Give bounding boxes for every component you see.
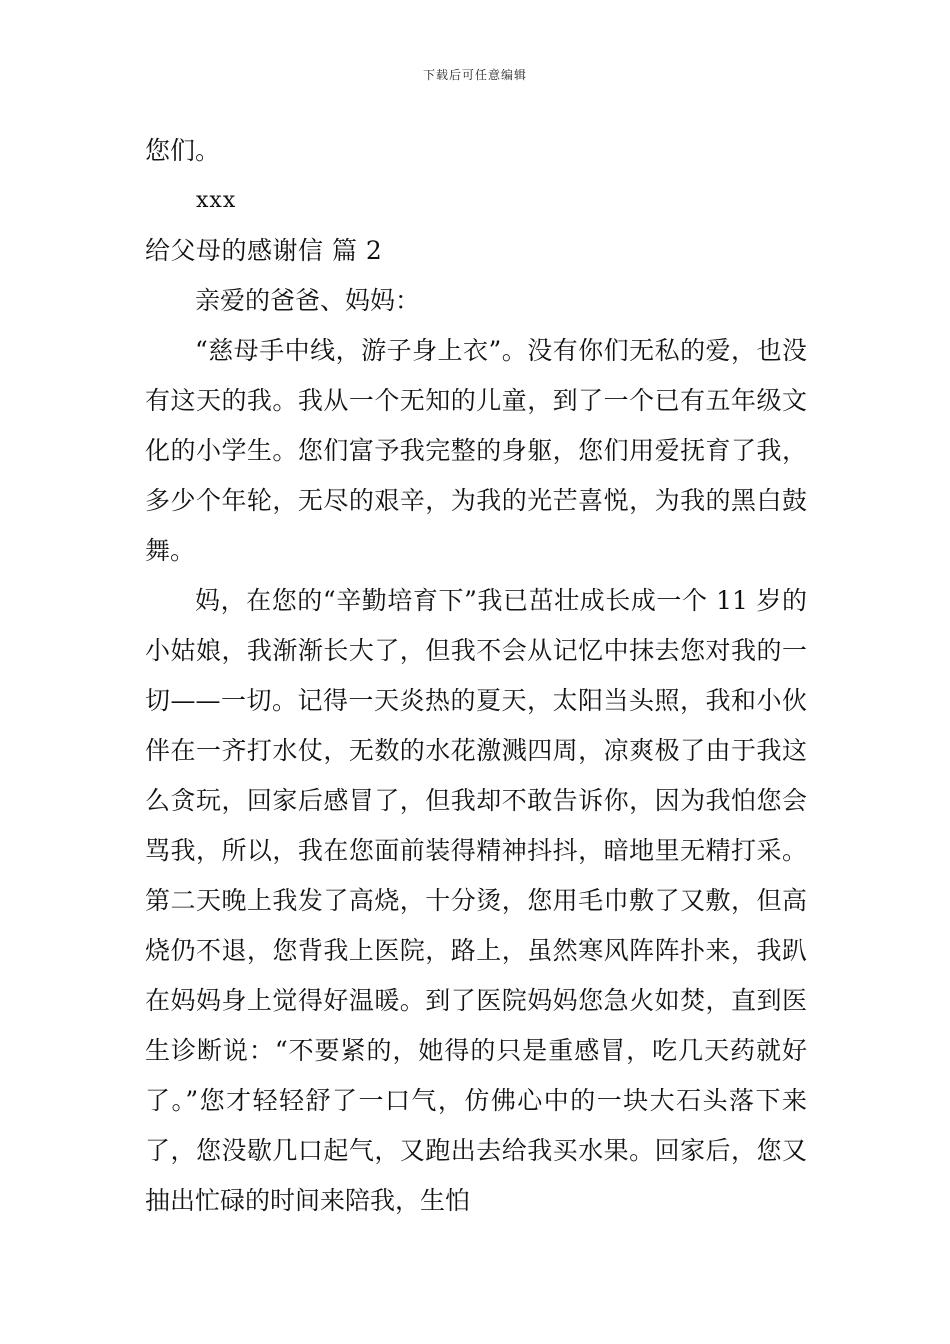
- paragraph-1: “慈母手中线，游子身上衣”。没有你们无私的爱，也没有这天的我。我从一个无知的儿童，到了一个已有五年级文化的小学生。您们富予我完整的身躯，您们用爱抚育了我，多少个年轮，无尽的艰辛，为我的光芒喜悦，为我的黑白鼓舞。: [145, 336, 807, 565]
- paragraph-2: 妈，在您的“辛勤培育下”我已茁壮成长成一个 11 岁的小姑娘，我渐渐长大了，但我不会从记忆中抹去您对我的一切——一切。记得一天炎热的夏天，太阳当头照，我和小伙伴在一齐打水仗，无数的水花激溅四周，凉爽极了由于我这么贪玩，回家后感冒了，但我却不敢告诉你，因为我怕您会骂我，所以，我在您面前装得精神抖抖，暗地里无精打采。第二天晚上我发了高烧，十分烫，您用毛巾敷了又敷，但高烧仍不退，您背我上医院，路上，虽然寒风阵阵扑来，我趴在妈妈身上觉得好温暖。到了医院妈妈您急火如焚，直到医生诊断说：“不要紧的，她得的只是重感冒，吃几天药就好了。”您才轻轻舒了一口气，仿佛心中的一块大石头落下来了，您没歇几口起气，又跑出去给我买水果。回家后，您又抽出忙碌的时间来陪我，生怕: [145, 586, 807, 1215]
- letter-title: 给父母的感谢信 篇 2: [145, 236, 383, 265]
- continuation-line: 您们。: [145, 136, 221, 165]
- salutation: 亲爱的爸爸、妈妈：: [195, 286, 421, 315]
- document-body: [145, 126, 807, 1226]
- signature: xxx: [196, 188, 237, 213]
- page-header-note: 下载后可任意编辑: [422, 68, 527, 82]
